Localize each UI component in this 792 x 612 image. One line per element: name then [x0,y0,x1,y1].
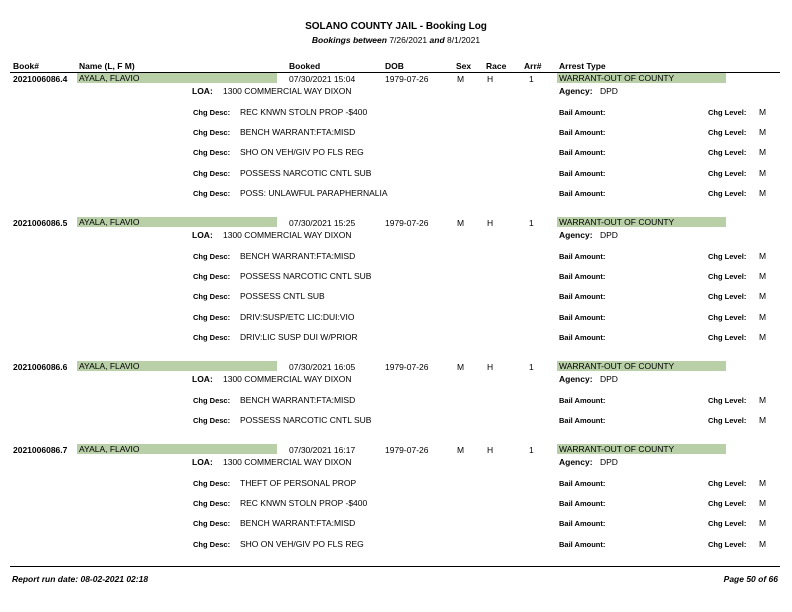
agency-label: Agency: [559,230,593,240]
chg-level-value: M [759,538,767,549]
col-arr: Arr# [524,61,542,71]
agency-value: DPD [600,230,618,240]
chg-desc-label: Chg Desc: [193,396,231,405]
chg-level-value: M [759,271,767,282]
report-title: SOLANO COUNTY JAIL - Booking Log [305,21,487,32]
chg-level-label: Chg Level: [708,168,747,178]
dob-value: 1979-07-26 [385,218,429,228]
chg-desc-value: DRIV:SUSP/ETC LIC:DUI:VIO [240,311,355,322]
dob-value: 1979-07-26 [385,362,429,372]
booked-datetime: 07/30/2021 16:17 [289,445,356,455]
bail-amount-label: Bail Amount: [559,292,606,302]
col-race: Race [486,61,507,71]
booking-number: 2021006086.7 [13,445,68,455]
inmate-name: AYALA, FLAVIO [77,444,277,454]
arr-value: 1 [529,218,534,228]
booking-number: 2021006086.6 [13,362,68,372]
chg-desc-label: Chg Desc: [193,416,231,426]
chg-desc-value: POSSESS NARCOTIC CNTL SUB [240,167,372,178]
chg-desc-value: SHO ON VEH/GIV PO FLS REG [240,147,364,158]
chg-desc-value: BENCH WARRANT:FTA:MISD [240,395,356,405]
bail-amount-label: Bail Amount: [559,168,606,178]
inmate-name: AYALA, FLAVIO [77,73,277,83]
chg-desc-label: Chg Desc: [193,272,231,282]
booking-number: 2021006086.5 [13,218,68,228]
inmate-name: AYALA, FLAVIO [77,217,277,227]
chg-level-label: Chg Level: [708,479,747,488]
chg-level-label: Chg Level: [708,148,747,158]
bail-amount-label: Bail Amount: [559,332,606,342]
agency-value: DPD [600,374,618,384]
page-number: Page 50 of 66 [723,574,778,584]
date-from: 7/26/2021 [389,35,428,45]
sex-value: M [457,74,465,84]
chg-desc-value: REC KNWN STOLN PROP -$400 [240,107,368,117]
bail-amount-label: Bail Amount: [559,188,606,198]
chg-level-label: Chg Level: [708,128,747,138]
chg-desc-value: THEFT OF PERSONAL PROP [240,478,357,488]
chg-level-label: Chg Level: [708,292,747,302]
bail-amount-label: Bail Amount: [559,396,606,405]
chg-level-value: M [759,331,767,342]
agency-value: DPD [600,86,618,96]
col-arrest-type: Arrest Type [559,61,606,71]
chg-level-label: Chg Level: [708,252,747,261]
chg-desc-label: Chg Desc: [193,128,231,138]
sex-value: M [457,445,465,455]
bail-amount-label: Bail Amount: [559,539,606,549]
chg-desc-value: REC KNWN STOLN PROP -$400 [240,498,368,509]
chg-level-label: Chg Level: [708,416,747,426]
race-value: H [487,445,494,455]
arr-value: 1 [529,362,534,372]
loa-value: 1300 COMMERCIAL WAY DIXON [223,457,352,467]
chg-level-value: M [759,167,767,178]
chg-level-value: M [759,478,767,488]
race-value: H [487,218,494,228]
footer-rule [10,566,780,567]
chg-desc-value: BENCH WARRANT:FTA:MISD [240,518,356,529]
chg-level-label: Chg Level: [708,539,747,549]
chg-level-label: Chg Level: [708,499,747,509]
arrest-type: WARRANT-OUT OF COUNTY [557,444,726,454]
booked-datetime: 07/30/2021 16:05 [289,362,356,372]
chg-desc-value: SHO ON VEH/GIV PO FLS REG [240,538,364,549]
report-subtitle [0,35,792,45]
chg-level-label: Chg Level: [708,312,747,322]
bail-amount-label: Bail Amount: [559,272,606,282]
col-dob: DOB [385,61,404,71]
inmate-name: AYALA, FLAVIO [77,361,277,371]
chg-desc-value: DRIV:LIC SUSP DUI W/PRIOR [240,331,358,342]
loa-label: LOA: [192,457,213,467]
loa-label: LOA: [192,374,213,384]
chg-level-label: Chg Level: [708,332,747,342]
bail-amount-label: Bail Amount: [559,312,606,322]
agency-label: Agency: [559,457,593,467]
chg-level-value: M [759,498,767,509]
chg-level-label: Chg Level: [708,272,747,282]
report-run-date: Report run date: 08-02-2021 02:18 [12,574,149,584]
arrest-type: WARRANT-OUT OF COUNTY [557,361,726,371]
chg-level-value: M [759,107,767,117]
chg-desc-label: Chg Desc: [193,252,231,261]
race-value: H [487,362,494,372]
col-book: Book# [13,61,39,71]
bail-amount-label: Bail Amount: [559,128,606,138]
chg-level-value: M [759,395,767,405]
chg-desc-label: Chg Desc: [193,108,231,117]
sex-value: M [457,218,465,228]
chg-level-value: M [759,415,767,426]
dob-value: 1979-07-26 [385,74,429,84]
chg-desc-value: BENCH WARRANT:FTA:MISD [240,127,356,138]
col-name: Name (L, F M) [79,61,135,71]
loa-value: 1300 COMMERCIAL WAY DIXON [223,86,352,96]
col-sex: Sex [456,61,472,71]
chg-desc-value: POSSESS NARCOTIC CNTL SUB [240,415,372,426]
bail-amount-label: Bail Amount: [559,499,606,509]
arr-value: 1 [529,74,534,84]
chg-level-label: Chg Level: [708,396,747,405]
arrest-type: WARRANT-OUT OF COUNTY [557,73,726,83]
agency-label: Agency: [559,86,593,96]
chg-desc-value: BENCH WARRANT:FTA:MISD [240,251,356,261]
chg-desc-label: Chg Desc: [193,479,231,488]
chg-desc-label: Chg Desc: [193,519,231,529]
sex-value: M [457,362,465,372]
agency-label: Agency: [559,374,593,384]
chg-level-label: Chg Level: [708,519,747,529]
bail-amount-label: Bail Amount: [559,479,606,488]
loa-label: LOA: [192,230,213,240]
bail-amount-label: Bail Amount: [559,108,606,117]
bail-amount-label: Bail Amount: [559,416,606,426]
subtitle-prefix: Bookings between [311,35,387,45]
agency-value: DPD [600,457,618,467]
chg-level-value: M [759,311,767,322]
race-value: H [487,74,494,84]
chg-desc-label: Chg Desc: [193,499,231,509]
chg-desc-value: POSSESS CNTL SUB [240,291,325,302]
chg-desc-label: Chg Desc: [193,539,231,549]
booked-datetime: 07/30/2021 15:25 [289,218,356,228]
booked-datetime: 07/30/2021 15:04 [289,74,356,84]
chg-desc-label: Chg Desc: [193,168,231,178]
chg-desc-label: Chg Desc: [193,148,231,158]
arr-value: 1 [529,445,534,455]
bail-amount-label: Bail Amount: [559,252,606,261]
bail-amount-label: Bail Amount: [559,519,606,529]
chg-level-label: Chg Level: [708,108,747,117]
loa-value: 1300 COMMERCIAL WAY DIXON [223,374,352,384]
chg-desc-label: Chg Desc: [193,188,231,198]
chg-level-label: Chg Level: [708,188,747,198]
chg-desc-value: POSS: UNLAWFUL PARAPHERNALIA [240,187,388,198]
chg-desc-label: Chg Desc: [193,312,231,322]
booking-number: 2021006086.4 [13,74,68,84]
arrest-type: WARRANT-OUT OF COUNTY [557,217,726,227]
chg-level-value: M [759,147,767,158]
loa-label: LOA: [192,86,213,96]
col-booked: Booked [289,61,321,71]
bail-amount-label: Bail Amount: [559,148,606,158]
chg-level-value: M [759,518,767,529]
chg-desc-label: Chg Desc: [193,292,231,302]
date-to: 8/1/2021 [447,35,481,45]
chg-desc-label: Chg Desc: [193,332,231,342]
chg-level-value: M [759,187,767,198]
dob-value: 1979-07-26 [385,445,429,455]
subtitle-and: and [429,35,445,45]
chg-level-value: M [759,291,767,302]
chg-level-value: M [759,251,767,261]
chg-level-value: M [759,127,767,138]
chg-desc-value: POSSESS NARCOTIC CNTL SUB [240,271,372,282]
loa-value: 1300 COMMERCIAL WAY DIXON [223,230,352,240]
